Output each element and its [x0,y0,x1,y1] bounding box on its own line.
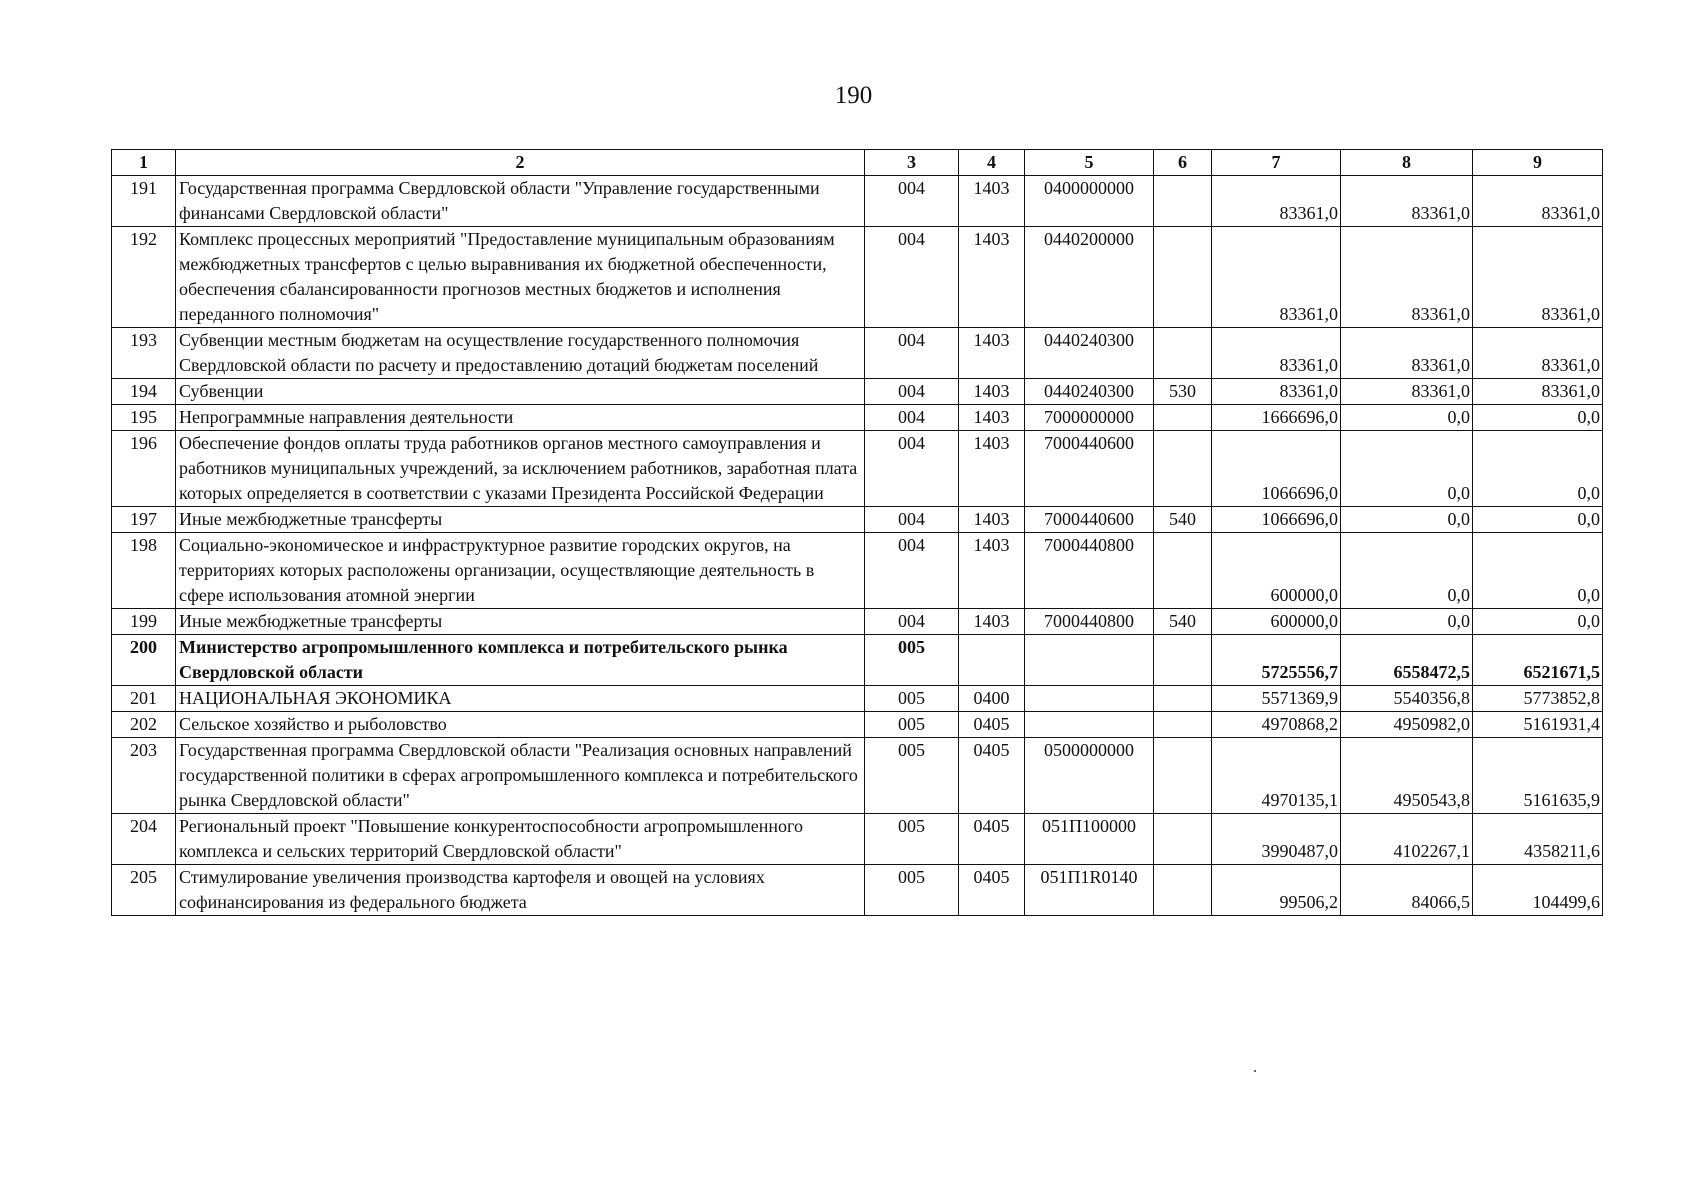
row-section-code: 0405 [959,865,1025,916]
row-number: 199 [112,609,176,635]
row-ministry-code: 005 [865,865,959,916]
table-row [112,635,1603,686]
row-value-col9: 0,0 [1473,431,1603,507]
row-value-col8: 4950543,8 [1341,738,1473,814]
table-row [112,507,1603,533]
row-ministry-code: 005 [865,712,959,738]
header-col-3: 3 [865,150,959,176]
row-number: 197 [112,507,176,533]
row-name: Комплекс процессных мероприятий "Предоставление муниципальным образованиям межбюджетных трансфертов с целью выравнивания их бюджетной обеспеченности, обеспечения сбалансированности прогнозов местных бюджетов и исполнения переданного полномочия" [176,227,865,328]
row-value-col7: 83361,0 [1212,328,1341,379]
row-expense-type [1154,635,1212,686]
row-value-col8: 83361,0 [1341,328,1473,379]
row-section-code: 1403 [959,533,1025,609]
row-value-col7: 600000,0 [1212,609,1341,635]
row-value-col7: 99506,2 [1212,865,1341,916]
row-section-code: 1403 [959,431,1025,507]
row-value-col9: 83361,0 [1473,328,1603,379]
row-section-code: 1403 [959,379,1025,405]
row-target-code [1025,686,1154,712]
row-value-col7: 4970135,1 [1212,738,1341,814]
row-value-col7: 600000,0 [1212,533,1341,609]
row-value-col9: 5161931,4 [1473,712,1603,738]
row-number: 195 [112,405,176,431]
row-section-code: 1403 [959,227,1025,328]
table-row [112,814,1603,865]
row-ministry-code: 004 [865,379,959,405]
row-value-col7: 83361,0 [1212,379,1341,405]
row-target-code: 7000440600 [1025,431,1154,507]
row-target-code: 0400000000 [1025,176,1154,227]
budget-table [111,149,1603,916]
row-value-col9: 83361,0 [1473,176,1603,227]
row-value-col8: 0,0 [1341,507,1473,533]
row-expense-type [1154,431,1212,507]
row-ministry-code: 004 [865,533,959,609]
row-name: Региональный проект "Повышение конкурентоспособности агропромышленного комплекса и сельских территорий Свердловской области" [176,814,865,865]
row-ministry-code: 004 [865,609,959,635]
row-section-code: 1403 [959,507,1025,533]
header-col-5: 5 [1025,150,1154,176]
row-section-code: 0405 [959,814,1025,865]
row-expense-type: 540 [1154,507,1212,533]
row-name: Министерство агропромышленного комплекса и потребительского рынка Свердловской области [176,635,865,686]
header-col-6: 6 [1154,150,1212,176]
row-value-col8: 4950982,0 [1341,712,1473,738]
row-number: 198 [112,533,176,609]
row-value-col9: 83361,0 [1473,227,1603,328]
row-value-col8: 83361,0 [1341,176,1473,227]
row-name: Государственная программа Свердловской области "Реализация основных направлений государственной политики в сферах агропромышленного комплекса и потребительского рынка Свердловской области" [176,738,865,814]
table-row [112,609,1603,635]
row-value-col9: 0,0 [1473,507,1603,533]
row-value-col7: 4970868,2 [1212,712,1341,738]
row-value-col8: 83361,0 [1341,379,1473,405]
row-target-code: 7000000000 [1025,405,1154,431]
row-expense-type [1154,328,1212,379]
row-value-col8: 0,0 [1341,609,1473,635]
row-number: 202 [112,712,176,738]
row-value-col8: 0,0 [1341,405,1473,431]
row-target-code: 7000440800 [1025,533,1154,609]
row-value-col9: 0,0 [1473,405,1603,431]
row-expense-type [1154,533,1212,609]
row-section-code: 1403 [959,328,1025,379]
row-ministry-code: 005 [865,814,959,865]
row-name: Иные межбюджетные трансферты [176,507,865,533]
row-name: Иные межбюджетные трансферты [176,609,865,635]
row-expense-type [1154,227,1212,328]
table-row [112,738,1603,814]
header-col-1: 1 [112,150,176,176]
row-number: 200 [112,635,176,686]
row-number: 194 [112,379,176,405]
row-value-col9: 4358211,6 [1473,814,1603,865]
row-value-col7: 1066696,0 [1212,507,1341,533]
row-section-code: 1403 [959,405,1025,431]
row-target-code: 0440200000 [1025,227,1154,328]
row-target-code: 7000440600 [1025,507,1154,533]
row-name: Социально-экономическое и инфраструктурное развитие городских округов, на территориях которых расположены организации, осуществляющие деятельность в сфере использования атомной энергии [176,533,865,609]
row-value-col7: 83361,0 [1212,227,1341,328]
row-value-col7: 1066696,0 [1212,431,1341,507]
header-col-9: 9 [1473,150,1603,176]
row-target-code [1025,712,1154,738]
page-number: 190 [834,82,873,109]
row-name: Стимулирование увеличения производства картофеля и овощей на условиях софинансирования из федерального бюджета [176,865,865,916]
row-name: Сельское хозяйство и рыболовство [176,712,865,738]
row-value-col8: 83361,0 [1341,227,1473,328]
table-row [112,227,1603,328]
row-value-col8: 0,0 [1341,431,1473,507]
row-value-col7: 1666696,0 [1212,405,1341,431]
row-expense-type [1154,814,1212,865]
row-ministry-code: 004 [865,176,959,227]
row-ministry-code: 004 [865,431,959,507]
table-row [112,686,1603,712]
row-target-code: 0440240300 [1025,328,1154,379]
row-value-col8: 0,0 [1341,533,1473,609]
row-number: 203 [112,738,176,814]
table-row [112,431,1603,507]
row-value-col9: 5773852,8 [1473,686,1603,712]
row-ministry-code: 005 [865,738,959,814]
row-name: Субвенции [176,379,865,405]
header-col-2: 2 [176,150,865,176]
row-value-col9: 83361,0 [1473,379,1603,405]
row-name: Государственная программа Свердловской области "Управление государственными финансами Свердловской области" [176,176,865,227]
row-expense-type [1154,405,1212,431]
row-target-code: 0500000000 [1025,738,1154,814]
row-name: НАЦИОНАЛЬНАЯ ЭКОНОМИКА [176,686,865,712]
row-value-col9: 0,0 [1473,609,1603,635]
row-ministry-code: 005 [865,635,959,686]
header-col-7: 7 [1212,150,1341,176]
row-ministry-code: 004 [865,227,959,328]
row-value-col8: 4102267,1 [1341,814,1473,865]
row-value-col7: 3990487,0 [1212,814,1341,865]
row-section-code: 0400 [959,686,1025,712]
header-row [112,150,1603,176]
row-name: Обеспечение фондов оплаты труда работников органов местного самоуправления и работников муниципальных учреждений, за исключением работников, заработная плата которых определяется в соответствии с указами Президента Российской Федерации [176,431,865,507]
row-section-code: 0405 [959,712,1025,738]
row-value-col7: 5725556,7 [1212,635,1341,686]
row-ministry-code: 004 [865,405,959,431]
row-expense-type [1154,686,1212,712]
row-value-col9: 0,0 [1473,533,1603,609]
row-target-code: 051П100000 [1025,814,1154,865]
row-expense-type [1154,176,1212,227]
table-row [112,379,1603,405]
row-target-code: 0440240300 [1025,379,1154,405]
table-row [112,865,1603,916]
row-name: Субвенции местным бюджетам на осуществление государственного полномочия Свердловской области по расчету и предоставлению дотаций бюджетам поселений [176,328,865,379]
row-value-col9: 6521671,5 [1473,635,1603,686]
row-section-code [959,635,1025,686]
row-ministry-code: 005 [865,686,959,712]
row-expense-type: 540 [1154,609,1212,635]
row-number: 191 [112,176,176,227]
row-value-col8: 84066,5 [1341,865,1473,916]
header-col-8: 8 [1341,150,1473,176]
row-value-col7: 5571369,9 [1212,686,1341,712]
row-target-code: 051П1R0140 [1025,865,1154,916]
row-section-code: 1403 [959,609,1025,635]
row-expense-type [1154,712,1212,738]
row-section-code: 0405 [959,738,1025,814]
row-value-col8: 6558472,5 [1341,635,1473,686]
table-body [112,176,1603,916]
row-value-col9: 5161635,9 [1473,738,1603,814]
row-section-code: 1403 [959,176,1025,227]
row-number: 192 [112,227,176,328]
scan-speck [1254,1070,1256,1072]
row-expense-type: 530 [1154,379,1212,405]
table-row [112,533,1603,609]
row-value-col9: 104499,6 [1473,865,1603,916]
row-number: 201 [112,686,176,712]
row-value-col7: 83361,0 [1212,176,1341,227]
row-target-code: 7000440800 [1025,609,1154,635]
row-name: Непрограммные направления деятельности [176,405,865,431]
row-number: 205 [112,865,176,916]
table-row [112,328,1603,379]
row-ministry-code: 004 [865,507,959,533]
row-number: 196 [112,431,176,507]
row-value-col8: 5540356,8 [1341,686,1473,712]
row-expense-type [1154,865,1212,916]
header-col-4: 4 [959,150,1025,176]
row-target-code [1025,635,1154,686]
row-number: 204 [112,814,176,865]
table-row [112,405,1603,431]
table-row [112,712,1603,738]
row-ministry-code: 004 [865,328,959,379]
table-row [112,176,1603,227]
row-expense-type [1154,738,1212,814]
row-number: 193 [112,328,176,379]
